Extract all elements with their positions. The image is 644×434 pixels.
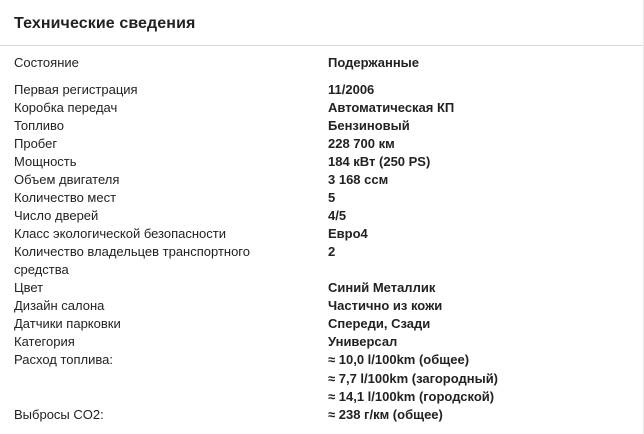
spec-label: Выбросы CO2: xyxy=(14,407,104,422)
spec-value: ≈ 238 г/км (общее) xyxy=(328,407,443,422)
spec-label: Категория xyxy=(14,334,75,349)
spec-value: Подержанные xyxy=(328,55,420,70)
spec-value: Евро4 xyxy=(328,226,368,241)
spec-label: Дизайн салона xyxy=(14,298,105,313)
spec-value: Спереди, Сзади xyxy=(328,316,431,331)
spec-label: Цвет xyxy=(14,280,44,295)
spec-label: Объем двигателя xyxy=(14,172,120,187)
spec-value: 4/5 xyxy=(328,208,347,223)
spec-value: 184 кВт (250 PS) xyxy=(328,154,431,169)
spec-label: Класс экологической безопасности xyxy=(14,226,226,241)
spec-label: Мощность xyxy=(14,154,77,169)
spec-label: Количество мест xyxy=(14,190,117,205)
spec-value: 5 xyxy=(328,190,336,205)
spec-value: 3 168 ccм xyxy=(328,172,389,187)
panel-header xyxy=(0,0,643,46)
spec-value: ≈ 7,7 l/100km (загородный) xyxy=(328,371,499,386)
spec-value: 11/2006 xyxy=(328,82,375,97)
spec-value: Частично из кожи xyxy=(328,298,443,313)
spec-value: Автоматическая КП xyxy=(328,100,455,115)
spec-label: Количество владельцев транспортного средства xyxy=(14,244,250,277)
spec-label: Первая регистрация xyxy=(14,82,138,97)
spec-value: 2 xyxy=(328,244,336,259)
spec-label: Число дверей xyxy=(14,208,99,223)
spec-value: 228 700 км xyxy=(328,136,395,151)
spec-value: ≈ 14,1 l/100km (городской) xyxy=(328,389,495,404)
spec-label: Пробег xyxy=(14,136,58,151)
spec-label: Топливо xyxy=(14,118,65,133)
spec-value: ≈ 10,0 l/100km (общее) xyxy=(328,352,470,367)
spec-value: Бензиновый xyxy=(328,118,410,133)
spec-label: Расход топлива: xyxy=(14,352,113,367)
spec-value: Универсал xyxy=(328,334,398,349)
spec-value: Синий Металлик xyxy=(328,280,436,295)
spec-label: Коробка передач xyxy=(14,100,118,115)
spec-label: Датчики парковки xyxy=(14,316,121,331)
spec-label: Состояние xyxy=(14,55,79,70)
panel-title: Технические сведения xyxy=(14,15,196,32)
